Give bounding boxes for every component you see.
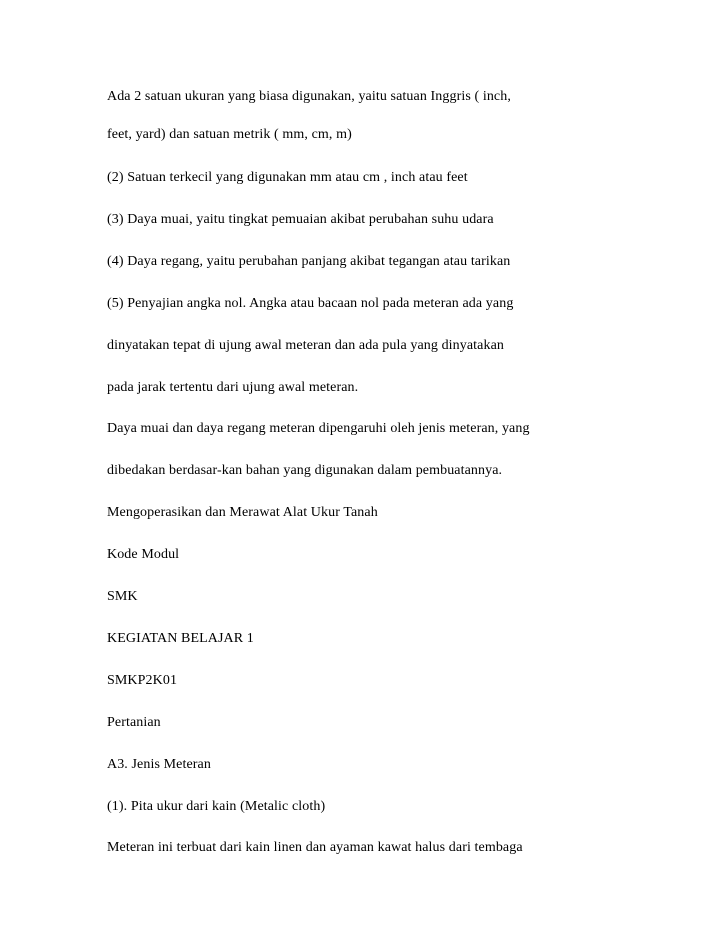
text-line: feet, yard) dan satuan metrik ( mm, cm, m): [107, 127, 352, 142]
text-line: SMKP2K01: [107, 673, 178, 688]
text-line: Mengoperasikan dan Merawat Alat Ukur Tanah: [107, 505, 378, 520]
text-line: (2) Satuan terkecil yang digunakan mm atau cm , inch atau feet: [107, 170, 468, 185]
text-line: Daya muai dan daya regang meteran dipengaruhi oleh jenis meteran, yang: [107, 421, 530, 436]
text-line: Meteran ini terbuat dari kain linen dan ayaman kawat halus dari tembaga: [107, 840, 523, 855]
text-line: Ada 2 satuan ukuran yang biasa digunakan, yaitu satuan Inggris ( inch,: [107, 89, 511, 104]
text-line: (1). Pita ukur dari kain (Metalic cloth): [107, 799, 326, 814]
text-line: KEGIATAN BELAJAR 1: [107, 631, 254, 646]
text-line: Pertanian: [107, 715, 161, 730]
text-line: (5) Penyajian angka nol. Angka atau bacaan nol pada meteran ada yang: [107, 296, 514, 311]
text-line: A3. Jenis Meteran: [107, 757, 211, 772]
text-line: dibedakan berdasar-kan bahan yang digunakan dalam pembuatannya.: [107, 463, 503, 478]
text-line: pada jarak tertentu dari ujung awal meteran.: [107, 380, 359, 395]
text-line: dinyatakan tepat di ujung awal meteran dan ada pula yang dinyatakan: [107, 338, 504, 353]
text-line: Kode Modul: [107, 547, 180, 562]
text-line: (4) Daya regang, yaitu perubahan panjang akibat tegangan atau tarikan: [107, 254, 511, 269]
text-line: SMK: [107, 589, 138, 604]
text-line: (3) Daya muai, yaitu tingkat pemuaian akibat perubahan suhu udara: [107, 212, 494, 227]
